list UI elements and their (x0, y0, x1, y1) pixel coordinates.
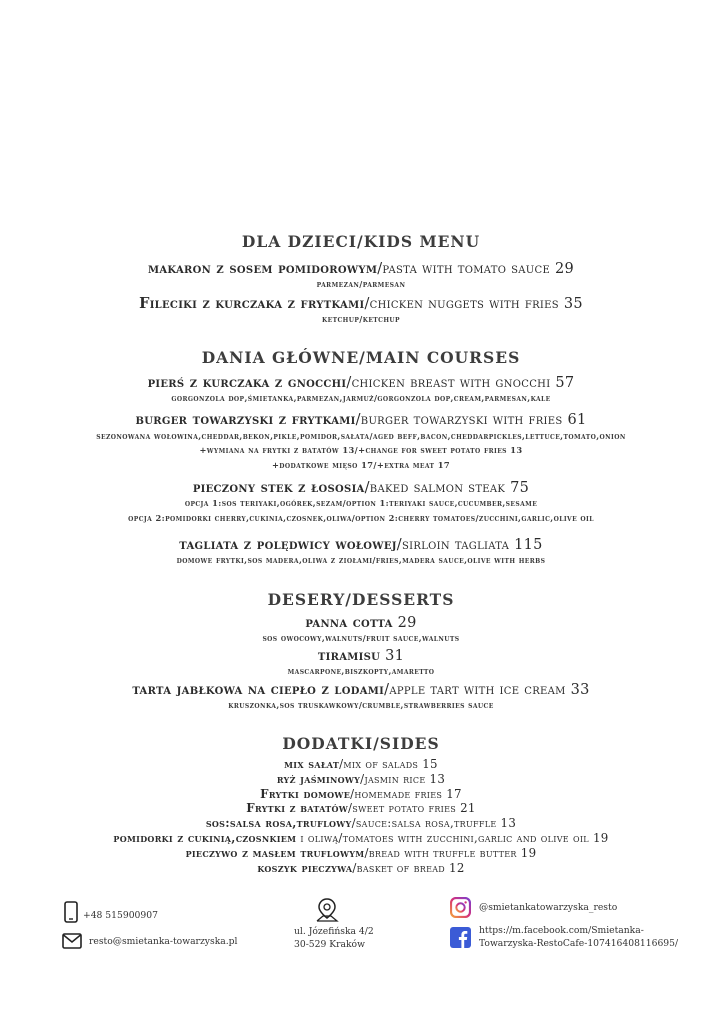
option-text: pomidorki cherry,cukinia,czosnek,oliwa/option 2:cherry tomatoes/zucchini,garlic,olive oil (165, 512, 594, 523)
map-pin-icon (314, 897, 340, 927)
mains-title: DANIA GŁÓWNE/MAIN COURSES (201, 348, 521, 367)
item-name-pl: Fileciki z kurczaka z frytkami (139, 294, 365, 312)
email-link[interactable]: resto@smietanka-towarzyska.pl (89, 936, 238, 947)
item-name-en: /bread with truffle butter 19 (364, 845, 537, 860)
item-name-en: /mix of salads 15 (339, 757, 438, 771)
item-name-en: /sweet potato fries 21 (348, 801, 476, 816)
item-name-en: /chicken breast with gnocchi 57 (346, 375, 575, 391)
side-item (0, 772, 722, 787)
item-name-pl: tarta jabłkowa na ciepło z lodami (132, 680, 385, 698)
desserts-section (0, 590, 722, 711)
item-name-pl: pieczywo z masłem truflowym (185, 845, 365, 860)
item-name-pl: tagliata z polędwicy wołowej (179, 536, 397, 553)
item-name-en: /pasta with tomato sauce 29 (377, 261, 575, 277)
side-item (0, 831, 722, 846)
side-item (0, 787, 722, 802)
item-description: +wymiana na frytki z batatów 13/+change for sweet potato fries 13 (199, 445, 523, 455)
instagram-icon[interactable] (450, 897, 471, 922)
item-name-pl: pieczony stek z łososia (192, 479, 365, 496)
item-description: +dodatkowe mięso 17/+extra meat 17 (271, 459, 451, 470)
item-name-en: /sirloin tagliata 115 (396, 537, 543, 553)
kids-section (0, 232, 722, 324)
menu (0, 232, 722, 875)
side-item (0, 846, 722, 861)
menu-item (0, 646, 722, 677)
item-name-pl: ryż jaśminowy (276, 771, 361, 786)
facebook-link-line-1[interactable]: https://m.facebook.com/Smietanka- (479, 925, 644, 936)
sides-title: DODATKI/SIDES (282, 734, 440, 753)
item-name-en: /baked salmon steak 75 (364, 480, 530, 496)
item-description: parmezan/parmesan (316, 279, 406, 289)
item-name-en: 31 (380, 648, 405, 664)
kids-title: DLA DZIECI/KIDS MENU (241, 232, 481, 251)
item-name-en: /sauce:salsa rosa,truffle 13 (351, 816, 517, 831)
menu-item (0, 294, 722, 325)
desserts-title: DESERY/DESSERTS (267, 589, 455, 609)
item-name-en: /homemade fries 17 (350, 786, 462, 801)
facebook-link-line-2[interactable]: Towarzyska-RestoCafe-107416408116695/ (479, 938, 679, 949)
item-name-pl: pierś z kurczaka z gnocchi (147, 374, 347, 391)
address-line-2: 30-529 Kraków (294, 939, 365, 950)
item-name-pl: tiramisu (317, 647, 381, 664)
item-name-en: 29 (392, 614, 417, 631)
item-name-pl: Frytki domowe (260, 786, 351, 801)
item-description: mascarpone,biszkopty,amaretto (287, 666, 435, 676)
item-name-pl: koszyk pieczywa (257, 860, 353, 875)
item-name-pl: Frytki z batatów (246, 801, 349, 816)
side-item (0, 816, 722, 831)
item-description (0, 513, 722, 524)
item-name-pl: makaron z sosem pomidorowym (147, 260, 378, 277)
sides-section (0, 734, 722, 875)
facebook-icon[interactable] (450, 927, 471, 952)
option-label: opcja 1: (184, 498, 222, 508)
menu-item (0, 613, 722, 644)
menu-item (0, 680, 722, 711)
option-text: sos teriyaki,ogórek,sezam/option 1:teriyaki sauce,cucumber,sesame (221, 498, 538, 508)
item-description (0, 498, 722, 509)
phone-number[interactable]: +48 515900907 (83, 910, 158, 921)
item-name-en: i oliwą/tomatoes with zucchini,garlic and olive oil 19 (296, 830, 609, 845)
item-name-pl: burger towarzyski z frytkami (135, 410, 356, 428)
phone-icon (64, 901, 78, 927)
item-name-pl: pomidorki z cukinią,czosnkiem (113, 830, 297, 845)
item-name-en: /basket of bread 12 (352, 860, 465, 875)
item-name-pl: panna cotta (305, 613, 393, 631)
item-name-pl: sos:salsa rosa,truflowy (205, 816, 352, 831)
item-description: sos owocowy,walnuts/fruit sauce,walnuts (262, 632, 460, 643)
side-item (0, 861, 722, 876)
item-description: gorgonzola dop,śmietanka,parmezan,jarmuż/gorgonzola dop,cream,parmesan,kale (171, 393, 551, 403)
item-name-en: /burger towarzyski with fries 61 (355, 411, 587, 428)
instagram-handle[interactable]: @smietankatowarzyska_resto (479, 902, 618, 913)
menu-item (0, 373, 722, 404)
item-description: kruszonka,sos truskawkowy/crumble,strawberries sauce (228, 699, 494, 710)
item-description: sezonowana wołowina,cheddar,bekon,pikle,pomidor,sałata/aged beff,bacon,cheddarpickles,lettuce,tomato,onion (96, 430, 626, 441)
item-name-pl: mix sałat (284, 757, 340, 771)
item-name-en: /chicken nuggets with fries 35 (364, 295, 583, 312)
side-item (0, 801, 722, 816)
envelope-icon (62, 933, 82, 953)
item-name-en: /apple tart with ice cream 33 (384, 681, 590, 698)
contact-footer (0, 893, 722, 963)
item-description: domowe frytki,sos madera,oliwa z ziołami/fries,madera sauce,olive with herbs (176, 555, 546, 565)
menu-item (0, 478, 722, 523)
mains-section (0, 348, 722, 566)
menu-item (0, 410, 722, 471)
address-line-1: ul. Józefińska 4/2 (294, 926, 374, 937)
item-name-en: /jasmin rice 13 (360, 771, 446, 786)
menu-item (0, 259, 722, 290)
side-item (0, 757, 722, 772)
item-description: ketchup/ketchup (322, 313, 400, 324)
menu-item (0, 535, 722, 566)
option-label: opcja 2: (128, 512, 166, 523)
